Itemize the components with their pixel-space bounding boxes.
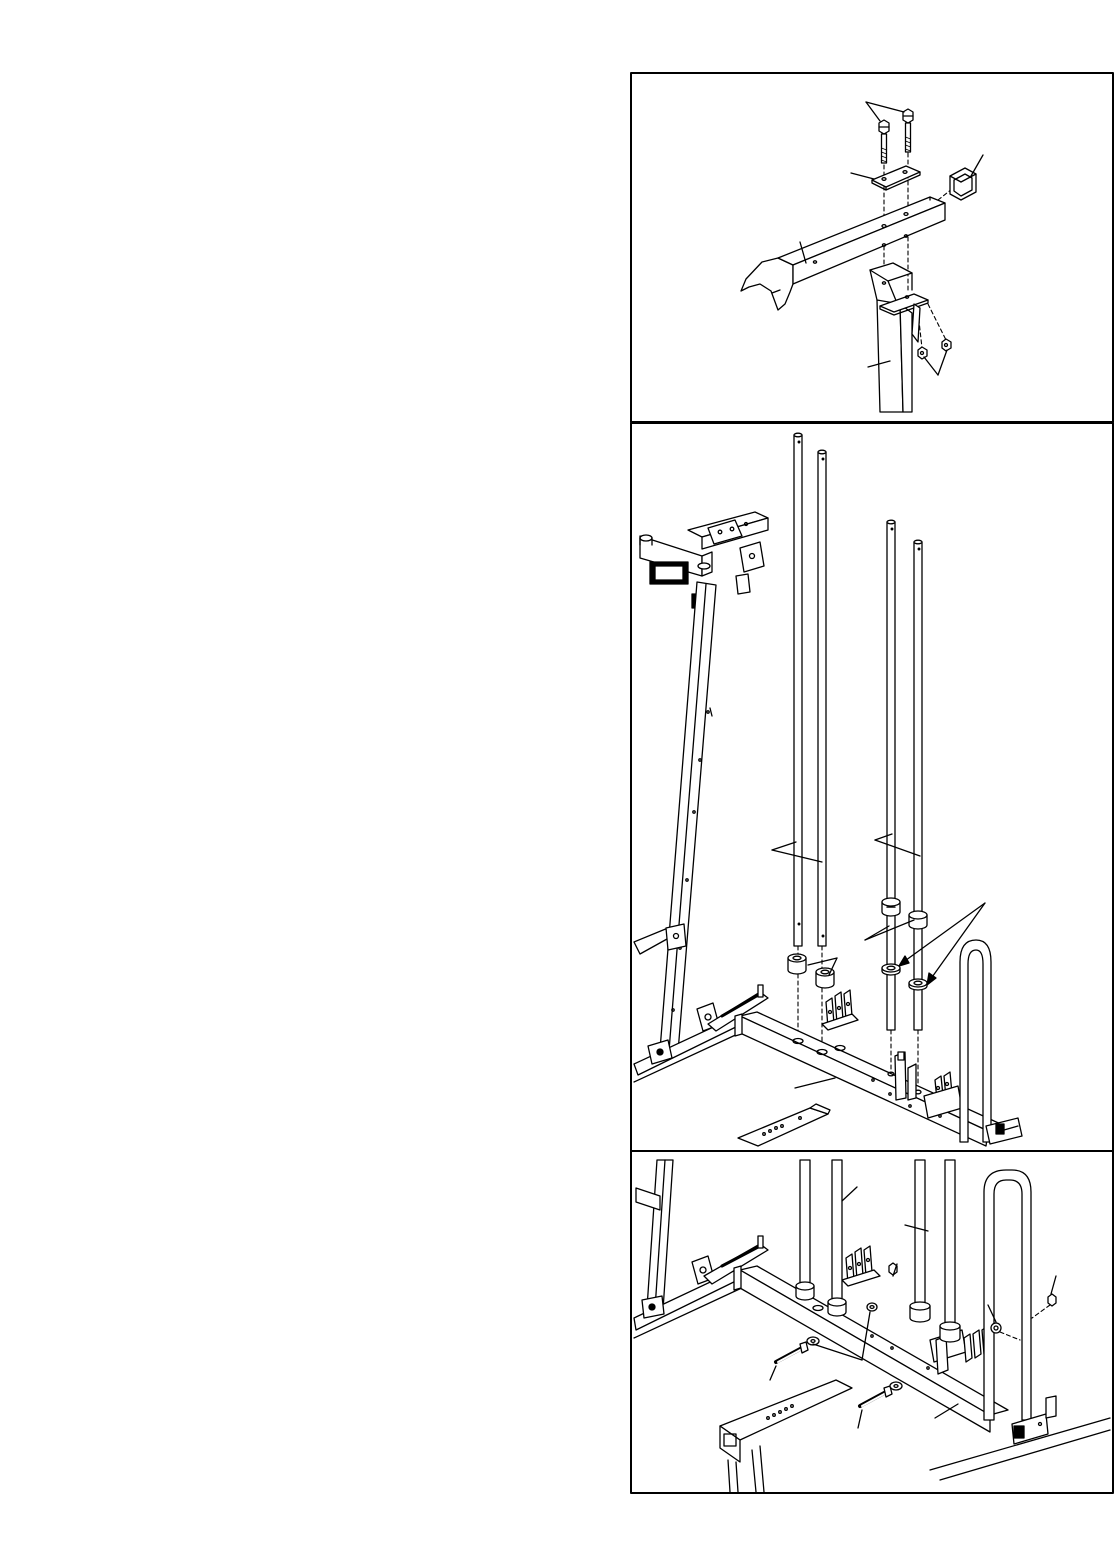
nut-icon [918, 347, 927, 359]
figure-3-left-frame [634, 1160, 768, 1338]
figure-3-border [631, 1151, 1113, 1493]
weight-rod-icon [794, 433, 802, 946]
upright-icon [660, 582, 716, 1052]
nut-icon [1048, 1294, 1056, 1306]
figure-2-lower-bar [738, 1104, 830, 1146]
weight-rod-icon [796, 1160, 814, 1300]
bolt-icon [776, 1342, 808, 1362]
spacer-icon [909, 911, 927, 929]
crossbar-icon [741, 197, 945, 310]
weight-rod-icon [828, 1160, 846, 1316]
weight-rod-icon [940, 1160, 960, 1342]
washer-icon [991, 1323, 1001, 1333]
washer-icon [909, 979, 927, 990]
bolt-icon [879, 120, 889, 163]
bracket-plate-icon [872, 166, 920, 190]
spacer-icon [882, 898, 900, 916]
weight-rod-icon [910, 1160, 930, 1322]
weight-rod-icon [887, 520, 895, 1030]
bolt-icon [860, 1386, 892, 1406]
upright-icon [870, 263, 928, 412]
figure-2-left-bars [634, 924, 742, 1082]
spacer-icon [788, 954, 806, 974]
nut-icon [942, 339, 951, 351]
washer-icon [867, 1303, 877, 1311]
weight-rod-icon [818, 450, 826, 946]
weight-rod-icon [914, 540, 922, 1030]
figure-1 [631, 73, 1113, 422]
figure-3 [631, 1151, 1113, 1493]
figure-2 [631, 423, 1113, 1151]
washer-icon [890, 1382, 902, 1390]
bolt-icon [903, 109, 913, 152]
washer-icon [882, 964, 900, 975]
